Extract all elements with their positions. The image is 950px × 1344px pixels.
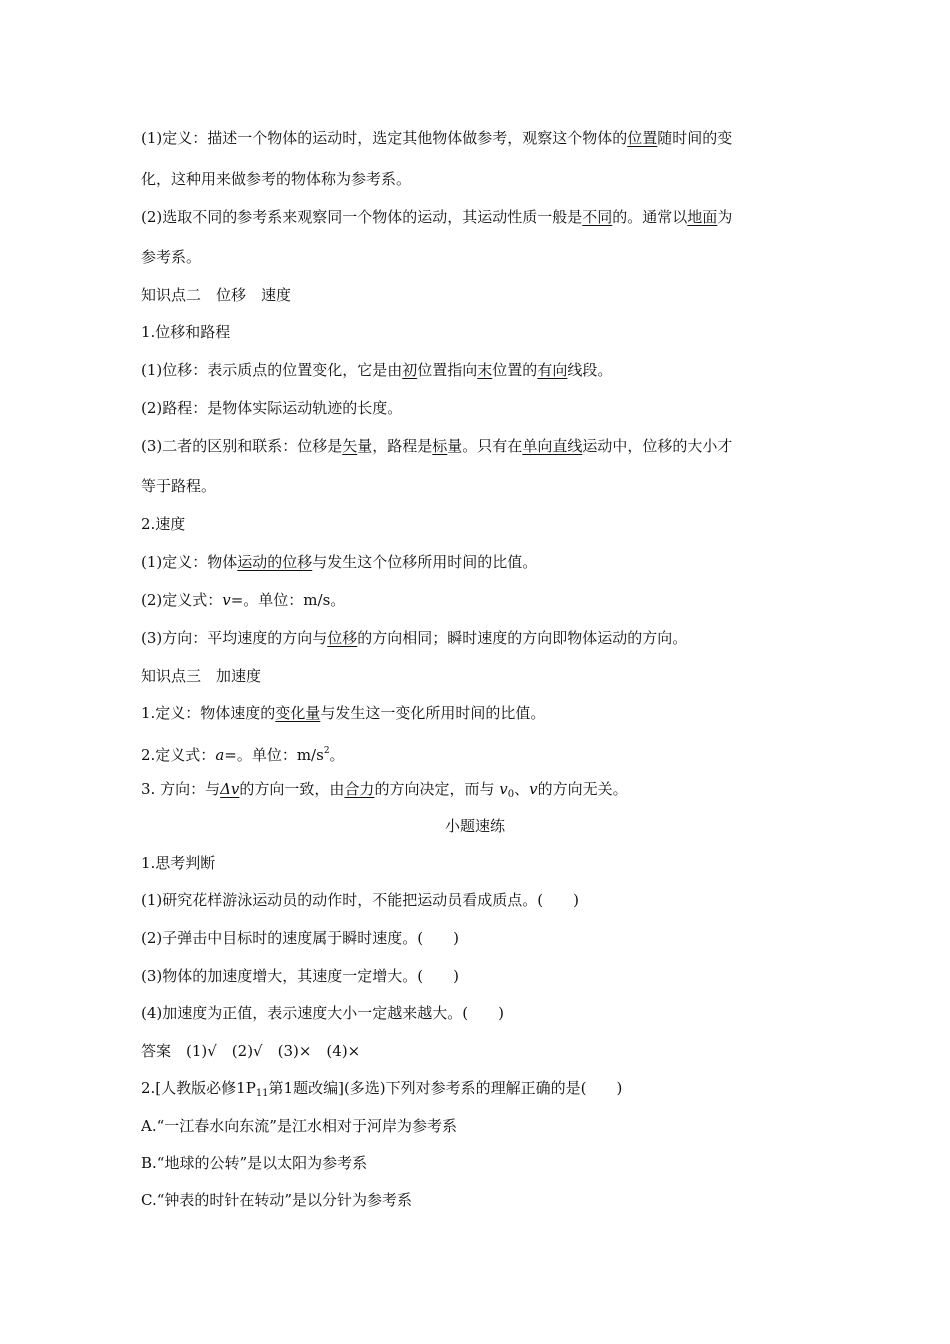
text: 3. 方向：与 bbox=[141, 780, 221, 798]
text: 的。通常以 bbox=[612, 208, 688, 226]
subscript: 0 bbox=[507, 789, 515, 800]
section-heading-kp3: 知识点三 加速度 bbox=[141, 667, 262, 685]
variable: v bbox=[529, 780, 538, 798]
ref-def-line-2: 化，这种用来做参考的物体称为参考系。 bbox=[141, 170, 412, 188]
variable: v bbox=[222, 591, 231, 609]
text: 第1题改编](多选)下列对参考系的理解正确的是( ) bbox=[268, 1079, 623, 1097]
answer-underline: 矢 bbox=[342, 437, 358, 455]
question-2 bbox=[141, 1078, 622, 1104]
acceleration-def bbox=[141, 703, 545, 723]
option-a: A.“一江春水向东流”是江水相对于河岸为参考系 bbox=[141, 1117, 457, 1135]
text: 的方向一致，由 bbox=[239, 780, 345, 798]
option-b: B.“地球的公转”是以太阳为参考系 bbox=[141, 1154, 368, 1172]
subheading-displacement: 1.位移和路程 bbox=[141, 323, 231, 341]
section-heading-kp2: 知识点二 位移 速度 bbox=[141, 286, 292, 304]
acceleration-formula bbox=[141, 741, 345, 765]
displacement-def bbox=[141, 360, 612, 380]
text: 线段。 bbox=[567, 361, 613, 379]
question-1-item-3: (3)物体的加速度增大，其速度一定增大。( ) bbox=[141, 967, 459, 985]
answer-underline: Δv bbox=[220, 780, 240, 798]
velocity-formula bbox=[141, 590, 345, 610]
text: 位置的 bbox=[492, 361, 538, 379]
text: =。单位：m/s bbox=[224, 746, 324, 764]
text: 运动中，位移的大小才 bbox=[582, 437, 733, 455]
question-1-item-2: (2)子弹击中目标时的速度属于瞬时速度。( ) bbox=[141, 929, 459, 947]
answer-underline: 运动的位移 bbox=[237, 553, 313, 571]
option-c: C.“钟表的时针在转动”是以分针为参考系 bbox=[141, 1191, 413, 1209]
difference-line-2: 等于路程。 bbox=[141, 477, 217, 495]
subscript: 11 bbox=[255, 1088, 269, 1099]
answer-underline: 有向 bbox=[537, 361, 568, 379]
ref-choice-line-2: 参考系。 bbox=[141, 248, 202, 266]
text: 1.定义：物体速度的 bbox=[141, 704, 276, 722]
text: 2.定义式： bbox=[141, 746, 216, 764]
text: 位置指向 bbox=[417, 361, 478, 379]
text: (3)二者的区别和联系：位移是 bbox=[141, 437, 343, 455]
text: 与发生这个位移所用时间的比值。 bbox=[312, 553, 538, 571]
practice-title: 小题速练 bbox=[444, 817, 505, 835]
text: 量。只有在 bbox=[447, 437, 523, 455]
text: 、 bbox=[514, 780, 530, 798]
text: 为 bbox=[717, 208, 733, 226]
text: 与发生这一变化所用时间的比值。 bbox=[320, 704, 546, 722]
answer-underline: 位置 bbox=[627, 129, 658, 147]
answer-underline: 末 bbox=[477, 361, 493, 379]
answer-underline: 合力 bbox=[344, 780, 375, 798]
text: (2)定义式： bbox=[141, 591, 223, 609]
variable: a bbox=[215, 746, 225, 764]
text: (1)位移：表示质点的位置变化，它是由 bbox=[141, 361, 403, 379]
ref-choice-line-1 bbox=[141, 207, 732, 227]
text: (3)方向：平均速度的方向与 bbox=[141, 629, 328, 647]
text: 2.[人教版必修1P bbox=[141, 1079, 256, 1097]
question-1-item-4: (4)加速度为正值，表示速度大小一定越来越大。( ) bbox=[141, 1004, 504, 1022]
answer-underline: 初 bbox=[402, 361, 418, 379]
answer-underline: 地面 bbox=[687, 208, 718, 226]
subheading-velocity: 2.速度 bbox=[141, 515, 186, 533]
text: 。 bbox=[329, 746, 345, 764]
velocity-direction bbox=[141, 628, 687, 648]
answer-underline: 标 bbox=[432, 437, 448, 455]
text: =。单位：m/s。 bbox=[230, 591, 346, 609]
text: 的方向决定，而与 bbox=[374, 780, 500, 798]
text: 量，路程是 bbox=[357, 437, 433, 455]
distance-def: (2)路程：是物体实际运动轨迹的长度。 bbox=[141, 399, 403, 417]
superscript: 2 bbox=[323, 746, 330, 756]
variable: v bbox=[499, 780, 508, 798]
answer-underline: 不同 bbox=[582, 208, 613, 226]
difference-line-1 bbox=[141, 436, 732, 456]
ref-def-line-1 bbox=[141, 128, 732, 148]
question-1-item-1: (1)研究花样游泳运动员的动作时，不能把运动员看成质点。( ) bbox=[141, 891, 579, 909]
answer-underline: 变化量 bbox=[275, 704, 321, 722]
text: (2)选取不同的参考系来观察同一个物体的运动，其运动性质一般是 bbox=[141, 208, 583, 226]
answer-line: 答案 (1)√ (2)√ (3)× (4)× bbox=[141, 1042, 361, 1060]
text: (1)定义：物体 bbox=[141, 553, 238, 571]
acceleration-direction bbox=[141, 779, 628, 805]
text: (1)定义：描述一个物体的运动时，选定其他物体做参考，观察这个物体的 bbox=[141, 129, 628, 147]
answer-underline: 单向直线 bbox=[522, 437, 583, 455]
text: 的方向无关。 bbox=[537, 780, 628, 798]
text: 的方向相同；瞬时速度的方向即物体运动的方向。 bbox=[357, 629, 688, 647]
answer-underline: 位移 bbox=[327, 629, 358, 647]
velocity-def bbox=[141, 552, 537, 572]
question-1: 1.思考判断 bbox=[141, 854, 216, 872]
text: 随时间的变 bbox=[657, 129, 733, 147]
